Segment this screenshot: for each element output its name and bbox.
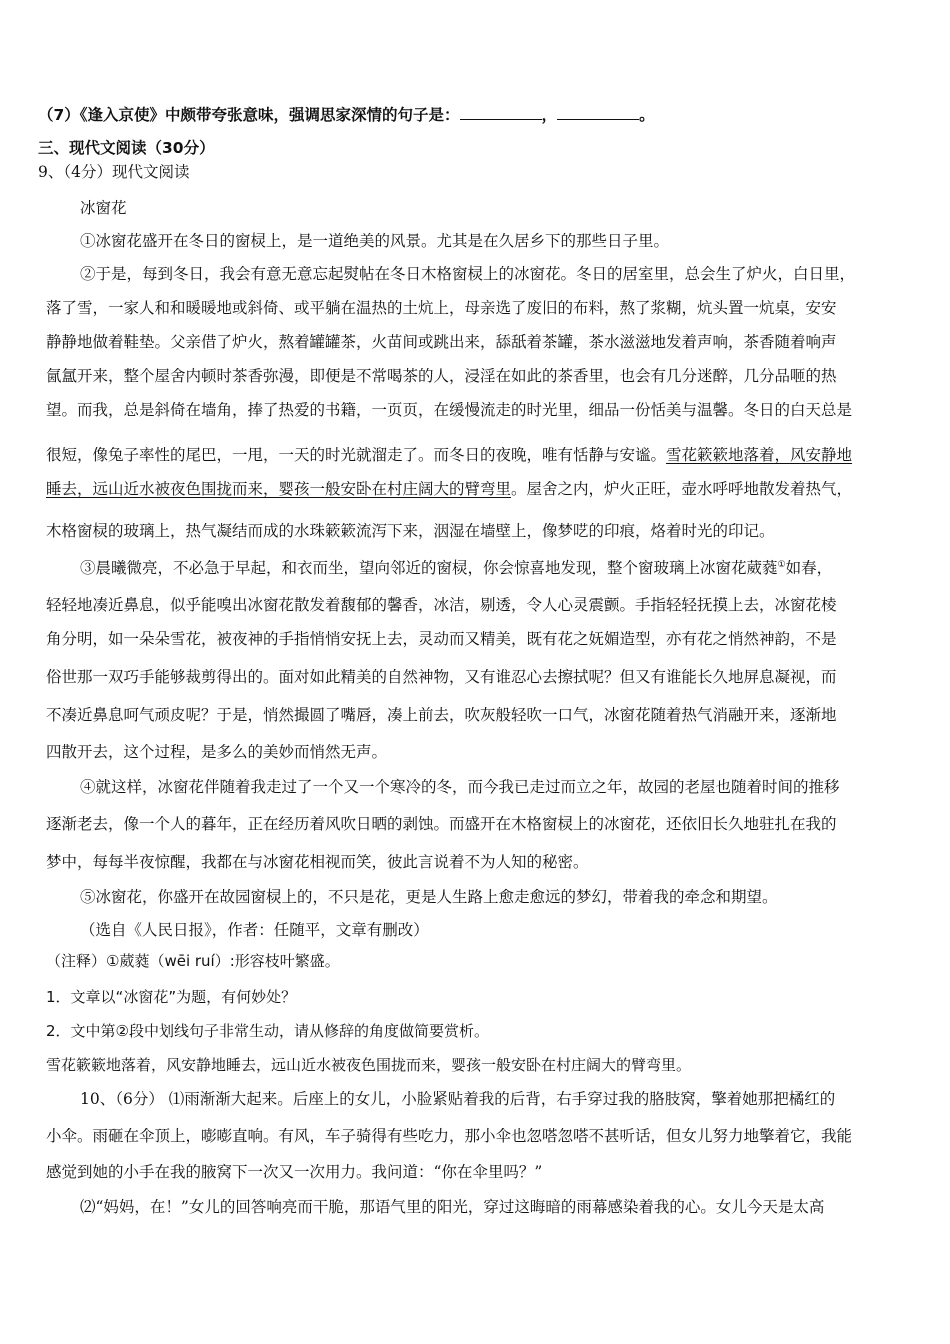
sub-question-2: 2．文中第②段中划线句子非常生动，请从修辞的角度做简要赏析。 xyxy=(46,1022,489,1040)
question-9-header: 9、（4分）现代文阅读 xyxy=(38,163,190,181)
period: 。 xyxy=(639,106,655,124)
paragraph-2-line: ②于是，每到冬日，我会有意无意忘起熨帖在冬日木格窗棂上的冰窗花。冬日的居室里，总会生了炉火，白日里， xyxy=(80,265,856,283)
paragraph-2-line: 静静地做着鞋垫。父亲借了炉火，熬着罐罐茶，火苗间或跳出来，舔舐着茶罐，茶水滋滋地发着声响，茶香随着响声 xyxy=(46,333,837,351)
paragraph-2-line: 望。而我，总是斜倚在墙角，捧了热爱的书籍，一页页，在缓慢流走的时光里，细品一份恬美与温馨。冬日的白天总是 xyxy=(46,401,853,419)
underlined-sentence: 睡去，远山近水被夜色围拢而来，婴孩一般安卧在村庄阔大的臂弯里 xyxy=(46,480,512,498)
quoted-sentence: 雪花簌簌地落着，风安静地睡去，远山近水被夜色围拢而来，婴孩一般安卧在村庄阔大的臂弯里。 xyxy=(46,1056,692,1074)
paragraph-4-line: ④就这样，冰窗花伴随着我走过了一个又一个寒冷的冬，而今我已走过而立之年，故园的老屋也随着时间的推移 xyxy=(80,778,840,796)
essay-title: 冰窗花 xyxy=(80,199,127,217)
paragraph-2-line: 落了雪，一家人和和暖暖地或斜倚、或平躺在温热的土炕上，母亲选了废旧的布料，熬了浆糊，炕头置一炕桌，安安 xyxy=(46,299,837,317)
paragraph-2-line xyxy=(46,443,852,465)
paragraph-2-line xyxy=(46,477,852,499)
paragraph-3-line: 角分明，如一朵朵雪花，被夜神的手指悄悄安抚上去，灵动而又精美，既有花之妩媚造型，亦有花之悄然神韵，不是 xyxy=(46,630,837,648)
paragraph-3-line: 四散开去，这个过程，是多么的美妙而悄然无声。 xyxy=(46,743,388,761)
paragraph-3-line: 轻轻地凑近鼻息，似乎能嗅出冰窗花散发着馥郁的馨香，冰洁，剔透，令人心灵震颤。手指轻轻抚摸上去，冰窗花棱 xyxy=(46,596,837,614)
paragraph-1: ①冰窗花盛开在冬日的窗棂上，是一道绝美的风景。尤其是在久居乡下的那些日子里。 xyxy=(80,232,670,250)
question-7-text: （7）《逢入京使》中颇带夸张意味，强调思家深情的句子是： xyxy=(38,106,460,124)
paragraph-3-text: ③晨曦微亮，不必急于早起，和衣而坐，望向邻近的窗棂，你会惊喜地发现，整个窗玻璃上冰窗花葳蕤 xyxy=(80,559,778,577)
source-citation: （选自《人民日报》，作者：任随平，文章有删改） xyxy=(80,921,429,939)
paragraph-2-text: 很短，像兔子率性的尾巴，一甩，一天的时光就溜走了。而冬日的夜晚，唯有恬静与安谧。 xyxy=(46,446,667,464)
question-7 xyxy=(38,103,655,125)
paragraph-3-line: 俗世那一双巧手能够裁剪得出的。面对如此精美的自然神物，又有谁忍心去擦拭呢？但又有谁能长久地屏息凝视，而 xyxy=(46,668,837,686)
paragraph-2-line: 木格窗棂的玻璃上，热气凝结而成的水珠簌簌流泻下来，洇湿在墙壁上，像梦呓的印痕，烙着时光的印记。 xyxy=(46,522,775,540)
paragraph-5: ⑤冰窗花，你盛开在故园窗棂上的，不只是花，更是人生路上愈走愈远的梦幻，带着我的牵念和期望。 xyxy=(80,888,778,906)
paragraph-3-line xyxy=(80,556,832,578)
question-10-line: ⑵“妈妈，在！”女儿的回答响亮而干脆，那语气里的阳光，穿过这晦暗的雨幕感染着我的心。女儿今天是太高 xyxy=(80,1198,825,1216)
question-10-line: 小伞。雨砸在伞顶上，嘭嘭直响。有风，车子骑得有些吃力，那小伞也忽嗒忽嗒不甚听话，但女儿努力地擎着它，我能 xyxy=(46,1127,853,1145)
paragraph-4-line: 逐渐老去，像一个人的暮年，正在经历着风吹日晒的剥蚀。而盛开在木格窗棂上的冰窗花，还依旧长久地驻扎在我的 xyxy=(46,815,837,833)
answer-blank-2[interactable] xyxy=(557,105,639,120)
paragraph-2-line: 氤氲开来，整个屋舍内顿时茶香弥漫，即便是不常喝茶的人，浸淫在如此的茶香里，也会有几分迷醉，几分品咂的热 xyxy=(46,367,837,385)
underlined-sentence: 雪花簌簌地落着，风安静地 xyxy=(666,446,853,464)
paragraph-2-text: 。屋舍之内，炉火正旺，壶水呼呼地散发着热气， xyxy=(511,480,853,498)
answer-blank-1[interactable] xyxy=(460,105,542,120)
separator: ， xyxy=(541,106,558,124)
question-10-line: 感觉到她的小手在我的腋窝下一次又一次用力。我问道：“你在伞里吗？” xyxy=(46,1163,543,1181)
paragraph-3-text: 如春， xyxy=(785,559,833,577)
sub-question-1: 1．文章以“冰窗花”为题，有何妙处？ xyxy=(46,988,297,1006)
footnote-marker: ① xyxy=(777,559,786,570)
annotation: （注释）①葳蕤（wēi ruí）:形容枝叶繁盛。 xyxy=(46,952,340,970)
question-10-line: 10、（6分） ⑴雨渐渐大起来。后座上的女儿，小脸紧贴着我的后背，右手穿过我的胳肢窝，擎着她那把橘红的 xyxy=(80,1090,836,1108)
section-title: 三、现代文阅读（30分） xyxy=(38,139,215,157)
paragraph-4-line: 梦中，每每半夜惊醒，我都在与冰窗花相视而笑，彼此言说着不为人知的秘密。 xyxy=(46,853,589,871)
paragraph-3-line: 不凑近鼻息呵气顽皮呢？于是，悄然撮圆了嘴唇，凑上前去，吹灰般轻吹一口气，冰窗花随着热气消融开来，逐渐地 xyxy=(46,706,837,724)
